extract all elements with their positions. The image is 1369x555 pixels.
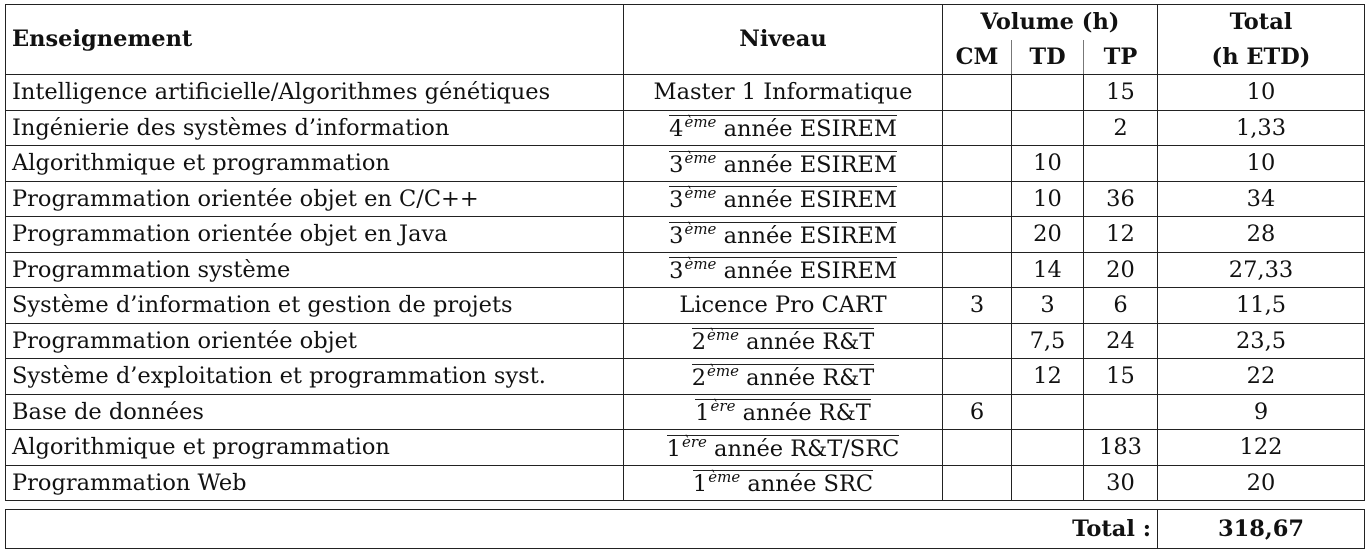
niveau-label: Licence Pro CART bbox=[679, 292, 887, 318]
cell-total: 10 bbox=[1158, 75, 1365, 111]
header-total-line2: (h ETD) bbox=[1158, 40, 1365, 75]
niveau-label: année R&T bbox=[739, 329, 875, 355]
cell-total: 27,33 bbox=[1158, 252, 1365, 288]
niveau-text bbox=[669, 115, 897, 141]
cell-total: 34 bbox=[1158, 181, 1365, 217]
niveau-number: 3 bbox=[669, 151, 684, 178]
cell-td: 20 bbox=[1012, 217, 1084, 253]
cell-cm bbox=[943, 323, 1012, 359]
cell-enseignement: Intelligence artificielle/Algorithmes génétiques bbox=[6, 75, 624, 111]
cell-cm bbox=[943, 430, 1012, 466]
header-cm: CM bbox=[943, 40, 1012, 75]
cell-total: 28 bbox=[1158, 217, 1365, 253]
niveau-label: année ESIREM bbox=[716, 222, 897, 249]
cell-total: 23,5 bbox=[1158, 323, 1365, 359]
table-row bbox=[6, 465, 1365, 501]
header-total-line1: Total bbox=[1158, 5, 1365, 40]
cell-cm bbox=[943, 110, 1012, 146]
cell-tp: 15 bbox=[1084, 75, 1158, 111]
niveau-number: 3 bbox=[669, 187, 684, 213]
teaching-table-container bbox=[5, 4, 1364, 542]
cell-tp bbox=[1084, 146, 1158, 182]
cell-enseignement: Ingénierie des systèmes d’information bbox=[6, 110, 624, 146]
cell-total: 122 bbox=[1158, 430, 1365, 466]
cell-enseignement: Programmation orientée objet en Java bbox=[6, 217, 624, 253]
cell-td: 12 bbox=[1012, 359, 1084, 395]
niveau-label: Master 1 Informatique bbox=[653, 79, 913, 105]
cell-tp: 183 bbox=[1084, 430, 1158, 466]
table-row bbox=[6, 394, 1365, 430]
cell-td: 7,5 bbox=[1012, 323, 1084, 359]
cell-tp: 6 bbox=[1084, 288, 1158, 324]
cell-tp: 30 bbox=[1084, 465, 1158, 501]
cell-tp: 12 bbox=[1084, 217, 1158, 253]
cell-cm bbox=[943, 359, 1012, 395]
cell-total: 9 bbox=[1158, 394, 1365, 430]
niveau-ordinal-suffix: ème bbox=[684, 148, 717, 167]
niveau-number: 2 bbox=[691, 329, 707, 355]
niveau-ordinal-suffix: ème bbox=[684, 113, 717, 131]
cell-enseignement: Algorithmique et programmation bbox=[6, 430, 624, 466]
cell-niveau bbox=[624, 181, 943, 217]
cell-cm bbox=[943, 75, 1012, 111]
teaching-table bbox=[5, 4, 1365, 501]
cell-td bbox=[1012, 465, 1084, 501]
cell-enseignement: Base de données bbox=[6, 394, 624, 430]
table-row bbox=[6, 181, 1365, 217]
cell-niveau bbox=[624, 217, 943, 253]
header-niveau: Niveau bbox=[624, 5, 943, 75]
summary-table bbox=[5, 509, 1365, 549]
table-row bbox=[6, 75, 1365, 111]
niveau-ordinal-suffix: ère bbox=[710, 397, 736, 415]
niveau-ordinal-suffix: ème bbox=[707, 361, 739, 380]
cell-cm bbox=[943, 465, 1012, 501]
cell-tp: 24 bbox=[1084, 323, 1158, 359]
niveau-label: année R&T/SRC bbox=[706, 435, 900, 462]
table-row bbox=[6, 146, 1365, 182]
table-row bbox=[6, 252, 1365, 288]
niveau-text bbox=[654, 79, 913, 105]
cell-tp: 20 bbox=[1084, 252, 1158, 288]
cell-cm: 3 bbox=[943, 288, 1012, 324]
niveau-label: année SRC bbox=[740, 471, 874, 497]
niveau-number: 4 bbox=[669, 116, 684, 142]
niveau-label: année R&T bbox=[735, 400, 871, 426]
niveau-ordinal-suffix: ème bbox=[684, 255, 717, 273]
niveau-text bbox=[691, 361, 875, 391]
table-body bbox=[6, 75, 1365, 501]
cell-niveau bbox=[624, 430, 943, 466]
cell-niveau bbox=[624, 465, 943, 501]
niveau-text bbox=[679, 292, 886, 318]
table-header bbox=[6, 5, 1365, 75]
cell-niveau bbox=[624, 323, 943, 359]
niveau-number: 1 bbox=[666, 435, 681, 462]
cell-total: 10 bbox=[1158, 146, 1365, 182]
cell-td: 14 bbox=[1012, 252, 1084, 288]
cell-enseignement: Programmation orientée objet bbox=[6, 323, 624, 359]
niveau-number: 3 bbox=[669, 258, 684, 284]
cell-enseignement: Système d’exploitation et programmation syst. bbox=[6, 359, 624, 395]
cell-cm bbox=[943, 252, 1012, 288]
cell-cm bbox=[943, 217, 1012, 253]
niveau-number: 2 bbox=[691, 364, 707, 391]
cell-total: 20 bbox=[1158, 465, 1365, 501]
cell-td: 10 bbox=[1012, 181, 1084, 217]
cell-td: 10 bbox=[1012, 146, 1084, 182]
cell-cm bbox=[943, 146, 1012, 182]
summary-row bbox=[6, 510, 1365, 549]
niveau-label: année ESIREM bbox=[716, 187, 897, 213]
table-row bbox=[6, 217, 1365, 253]
header-row-1 bbox=[6, 5, 1365, 40]
table-row bbox=[6, 288, 1365, 324]
cell-niveau bbox=[624, 288, 943, 324]
niveau-label: année R&T bbox=[739, 364, 875, 391]
cell-td bbox=[1012, 430, 1084, 466]
niveau-number: 1 bbox=[692, 471, 708, 497]
cell-enseignement: Programmation système bbox=[6, 252, 624, 288]
niveau-text bbox=[666, 432, 900, 462]
niveau-text bbox=[695, 399, 871, 425]
cell-niveau bbox=[624, 146, 943, 182]
cell-niveau bbox=[624, 394, 943, 430]
summary-value: 318,67 bbox=[1158, 510, 1365, 549]
header-td: TD bbox=[1012, 40, 1084, 75]
cell-td bbox=[1012, 75, 1084, 111]
niveau-number: 1 bbox=[695, 400, 710, 426]
niveau-ordinal-suffix: ème bbox=[708, 468, 741, 486]
cell-cm bbox=[943, 181, 1012, 217]
cell-niveau bbox=[624, 75, 943, 111]
niveau-label: année ESIREM bbox=[716, 116, 897, 142]
niveau-ordinal-suffix: ème bbox=[684, 184, 717, 202]
header-volume: Volume (h) bbox=[943, 5, 1158, 40]
niveau-text bbox=[693, 470, 873, 496]
summary-label: Total : bbox=[6, 510, 1158, 549]
niveau-number: 3 bbox=[669, 222, 684, 249]
niveau-text bbox=[669, 186, 897, 212]
header-enseignement: Enseignement bbox=[6, 5, 624, 75]
cell-niveau bbox=[624, 359, 943, 395]
cell-niveau bbox=[624, 252, 943, 288]
niveau-text bbox=[692, 328, 875, 354]
niveau-ordinal-suffix: ème bbox=[684, 219, 717, 238]
cell-tp: 2 bbox=[1084, 110, 1158, 146]
niveau-label: année ESIREM bbox=[716, 151, 897, 178]
cell-td bbox=[1012, 394, 1084, 430]
niveau-text bbox=[669, 257, 897, 283]
cell-total: 11,5 bbox=[1158, 288, 1365, 324]
niveau-ordinal-suffix: ème bbox=[707, 326, 739, 344]
cell-total: 22 bbox=[1158, 359, 1365, 395]
cell-tp: 15 bbox=[1084, 359, 1158, 395]
cell-enseignement: Algorithmique et programmation bbox=[6, 146, 624, 182]
niveau-text bbox=[669, 148, 897, 178]
header-tp: TP bbox=[1084, 40, 1158, 75]
cell-cm: 6 bbox=[943, 394, 1012, 430]
cell-niveau bbox=[624, 110, 943, 146]
cell-tp: 36 bbox=[1084, 181, 1158, 217]
cell-td bbox=[1012, 110, 1084, 146]
cell-enseignement: Programmation orientée objet en C/C++ bbox=[6, 181, 624, 217]
cell-tp bbox=[1084, 394, 1158, 430]
table-row bbox=[6, 359, 1365, 395]
cell-enseignement: Programmation Web bbox=[6, 465, 624, 501]
table-row bbox=[6, 430, 1365, 466]
table-row bbox=[6, 323, 1365, 359]
niveau-ordinal-suffix: ère bbox=[681, 432, 707, 451]
cell-total: 1,33 bbox=[1158, 110, 1365, 146]
cell-td: 3 bbox=[1012, 288, 1084, 324]
niveau-label: année ESIREM bbox=[716, 258, 897, 284]
table-row bbox=[6, 110, 1365, 146]
cell-enseignement: Système d’information et gestion de projets bbox=[6, 288, 624, 324]
niveau-text bbox=[669, 219, 897, 249]
